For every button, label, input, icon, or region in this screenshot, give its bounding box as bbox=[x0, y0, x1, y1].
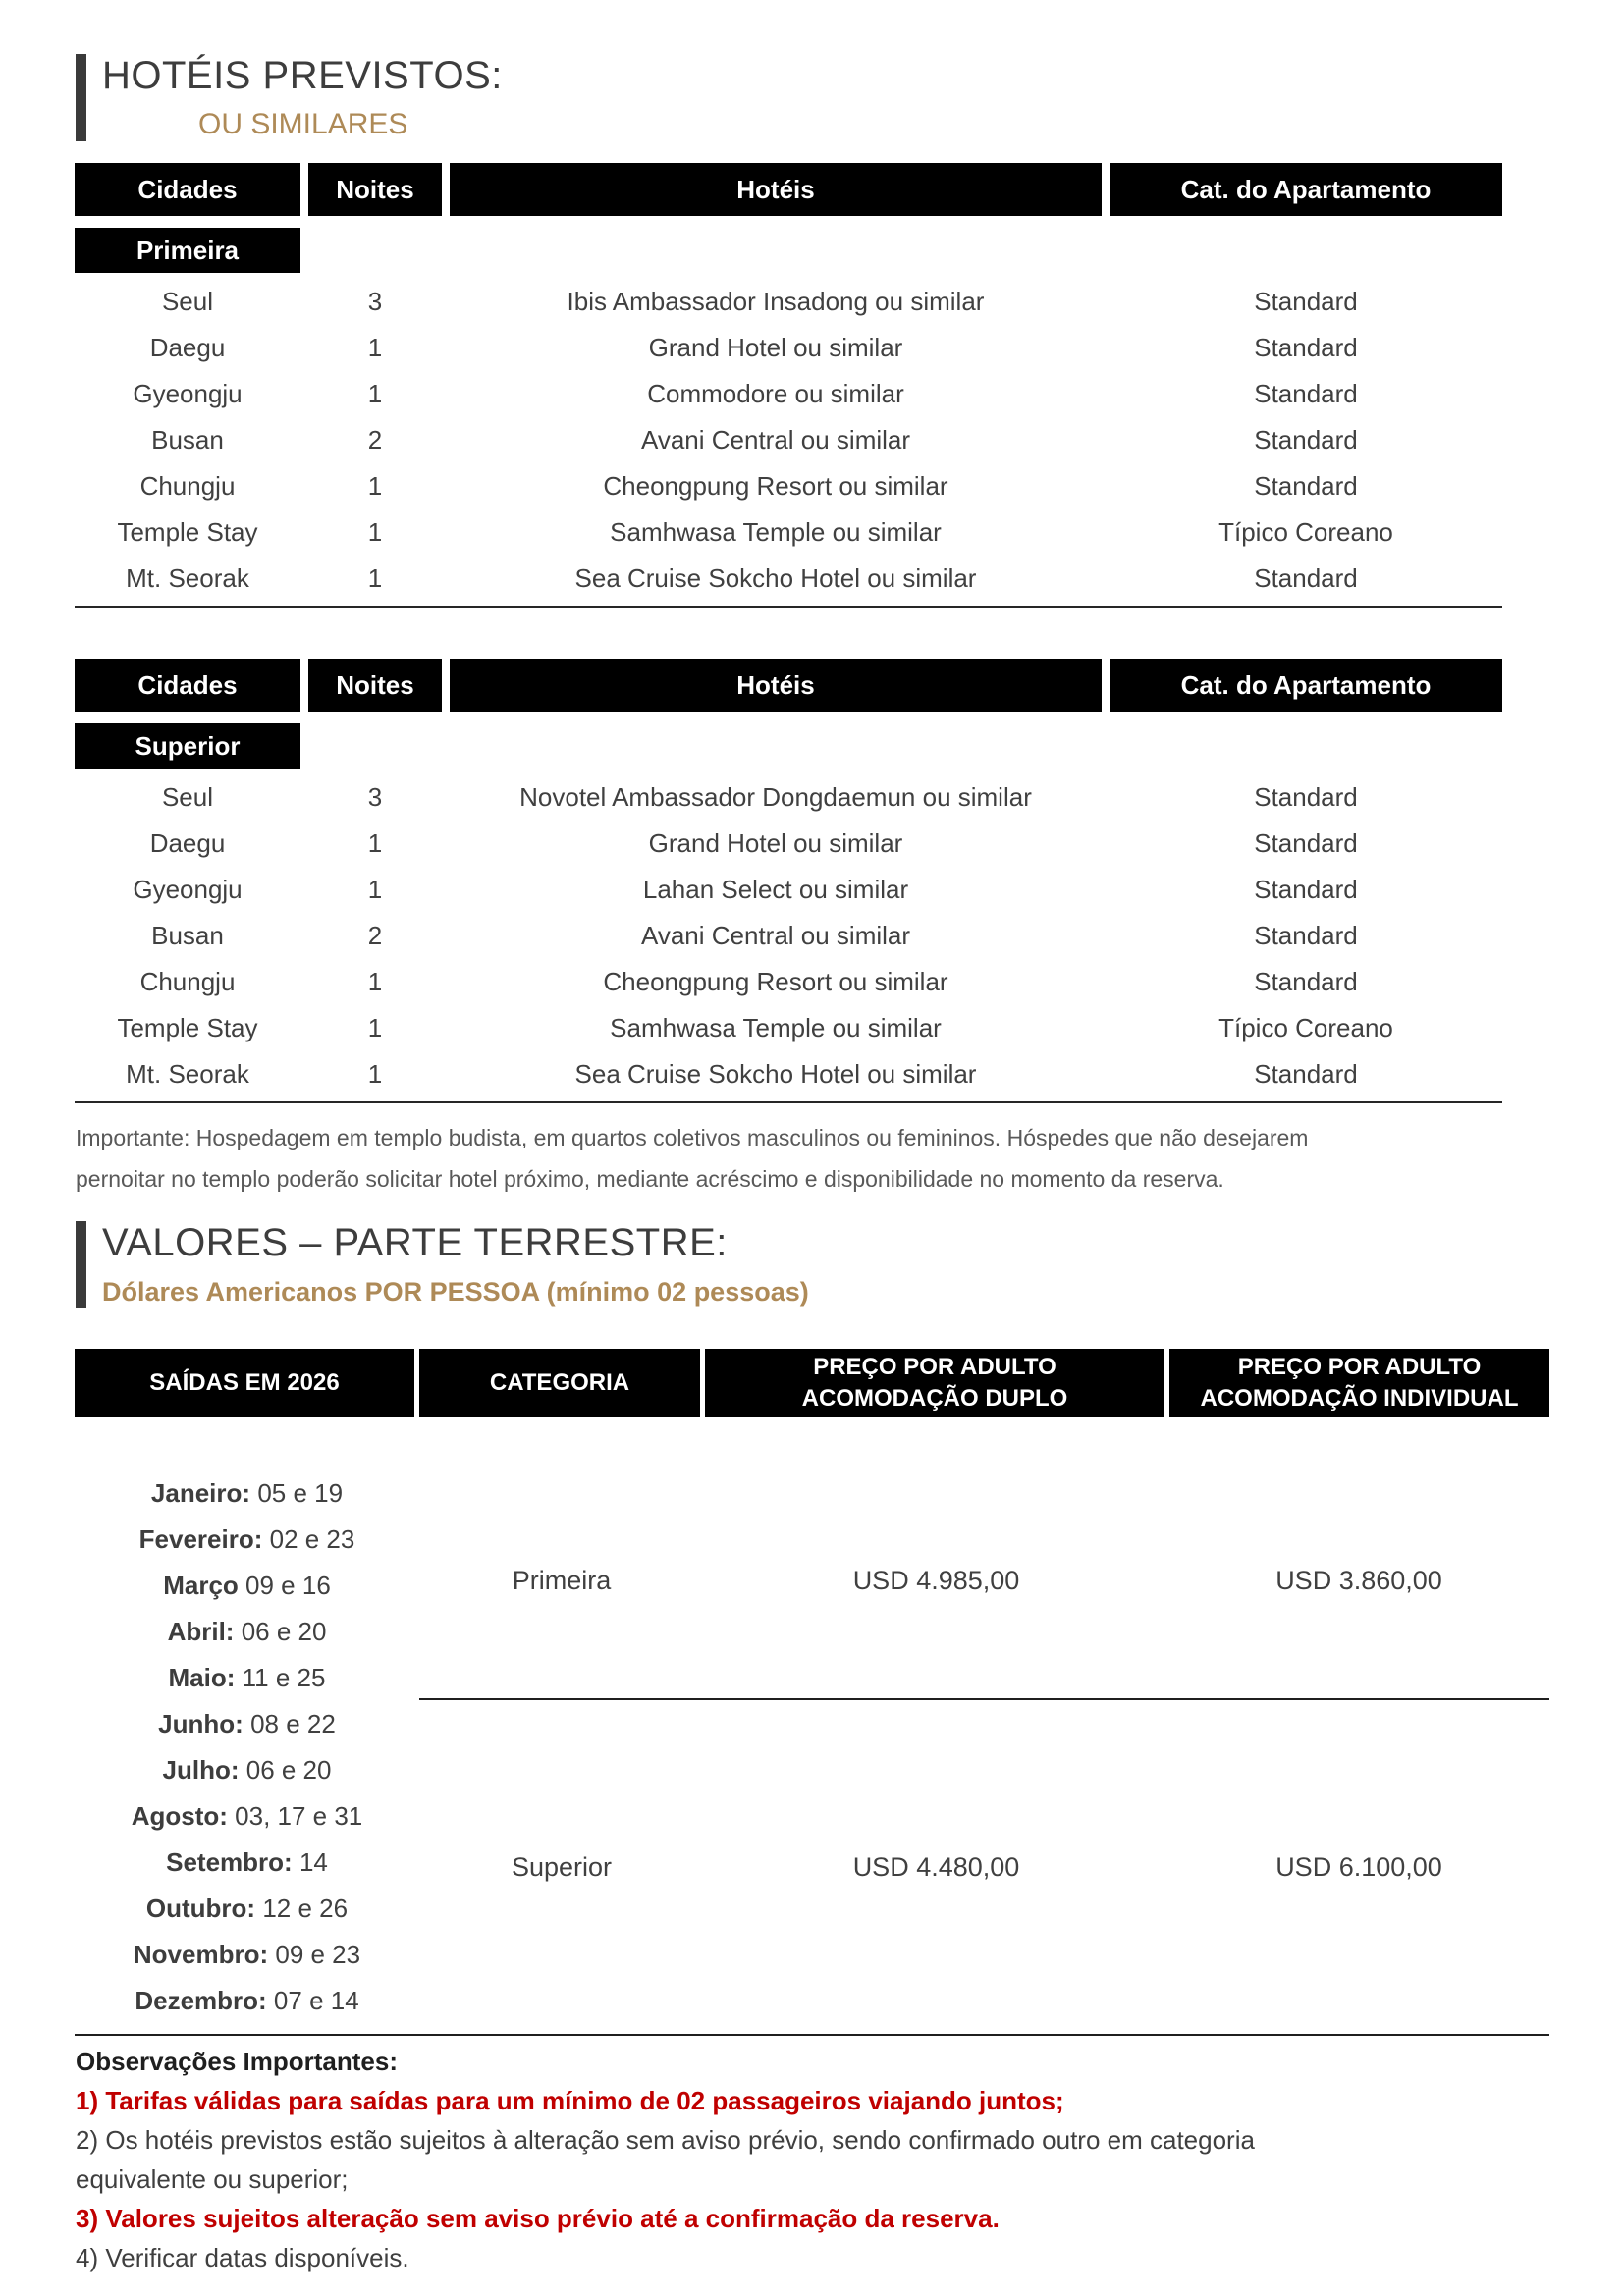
temple-stay-note bbox=[76, 1117, 1624, 1200]
heading-accent-bar bbox=[76, 54, 86, 141]
month-dates: 07 e 14 bbox=[273, 1986, 359, 2015]
col-header-preco-individual bbox=[1169, 1349, 1549, 1417]
cell-nights: 1 bbox=[367, 563, 383, 593]
cell-room-category: Standard bbox=[1254, 921, 1358, 950]
cell-nights: 1 bbox=[367, 828, 383, 858]
cell-city: Seul bbox=[161, 287, 214, 316]
departure-line bbox=[75, 1793, 419, 1840]
category-chip-superior: Superior bbox=[75, 723, 300, 769]
cell-hotel: Grand Hotel ou similar bbox=[648, 828, 903, 858]
price-superior-double: USD 4.480,00 bbox=[704, 1698, 1168, 2034]
heading-accent-bar bbox=[76, 1221, 86, 1308]
cell-city: Daegu bbox=[149, 828, 226, 858]
cell-city: Mt. Seorak bbox=[126, 563, 249, 593]
col-header-hoteis: Hotéis bbox=[450, 163, 1102, 216]
table-row bbox=[75, 1005, 1502, 1051]
table-row bbox=[75, 371, 1502, 417]
month-dates: 08 e 22 bbox=[250, 1709, 336, 1738]
cell-hotel: Avani Central ou similar bbox=[640, 425, 911, 454]
preco-duplo-line2: ACOMODAÇÃO DUPLO bbox=[801, 1385, 1068, 1412]
hotel-table-header bbox=[75, 163, 1502, 216]
table-row bbox=[75, 325, 1502, 371]
month-label: Junho: bbox=[158, 1709, 244, 1738]
cell-room-category: Típico Coreano bbox=[1218, 1013, 1393, 1042]
table-row bbox=[75, 913, 1502, 959]
price-table-header bbox=[75, 1349, 1549, 1417]
col-header-cidades: Cidades bbox=[75, 163, 300, 216]
month-dates: 06 e 20 bbox=[245, 1755, 332, 1785]
col-header-noites: Noites bbox=[308, 659, 442, 712]
cell-city: Gyeongju bbox=[133, 875, 243, 904]
cell-nights: 1 bbox=[367, 1059, 383, 1089]
departure-line bbox=[75, 1470, 419, 1517]
observation-item-3: 3) Valores sujeitos alteração sem aviso prévio até a confirmação da reserva. bbox=[76, 2204, 1000, 2233]
price-table-body bbox=[75, 1463, 1549, 2036]
cell-room-category: Standard bbox=[1254, 425, 1358, 454]
cell-hotel: Samhwasa Temple ou similar bbox=[610, 517, 942, 547]
observation-item-4: 4) Verificar datas disponíveis. bbox=[76, 2243, 409, 2272]
cell-hotel: Lahan Select ou similar bbox=[642, 875, 909, 904]
month-dates: 03, 17 e 31 bbox=[235, 1801, 363, 1831]
cell-room-category: Standard bbox=[1254, 333, 1358, 362]
departure-line bbox=[75, 1517, 419, 1563]
cell-nights: 1 bbox=[367, 517, 383, 547]
cell-city: Temple Stay bbox=[117, 1013, 258, 1042]
hotel-table-primeira bbox=[75, 163, 1502, 608]
month-dates: 09 e 23 bbox=[275, 1940, 361, 1969]
month-dates: 14 bbox=[298, 1847, 328, 1877]
table-bottom-border bbox=[75, 1101, 1502, 1103]
departure-line bbox=[75, 1655, 419, 1701]
col-header-noites: Noites bbox=[308, 163, 442, 216]
month-dates: 06 e 20 bbox=[241, 1617, 327, 1646]
table-row bbox=[75, 509, 1502, 556]
price-primeira-double: USD 4.985,00 bbox=[852, 1565, 1020, 1595]
departure-line bbox=[75, 1747, 419, 1793]
cell-room-category: Standard bbox=[1254, 1059, 1358, 1089]
cell-hotel: Cheongpung Resort ou similar bbox=[603, 967, 948, 996]
col-header-categoria-apartamento: Cat. do Apartamento bbox=[1110, 163, 1502, 216]
month-label: Abril: bbox=[167, 1617, 235, 1646]
category-chip-primeira: Primeira bbox=[75, 228, 300, 273]
cell-city: Busan bbox=[151, 921, 224, 950]
cell-room-category: Standard bbox=[1254, 967, 1358, 996]
cell-room-category: Standard bbox=[1254, 875, 1358, 904]
hotels-section-heading bbox=[76, 54, 1624, 141]
observation-item-1: 1) Tarifas válidas para saídas para um mínimo de 02 passageiros viajando juntos; bbox=[76, 2086, 1064, 2115]
saidas-header-label: SAÍDAS EM 2026 bbox=[149, 1369, 340, 1396]
cell-hotel: Ibis Ambassador Insadong ou similar bbox=[567, 287, 985, 316]
month-label: Dezembro: bbox=[135, 1986, 267, 2015]
table-row bbox=[75, 867, 1502, 913]
observations-title: Observações Importantes: bbox=[76, 2047, 399, 2076]
cell-room-category: Standard bbox=[1254, 782, 1358, 812]
col-header-saidas bbox=[75, 1349, 414, 1417]
table-row bbox=[75, 774, 1502, 821]
cell-room-category: Standard bbox=[1254, 471, 1358, 501]
cell-room-category: Típico Coreano bbox=[1218, 517, 1393, 547]
month-dates: 09 e 16 bbox=[245, 1571, 331, 1600]
cell-nights: 1 bbox=[367, 333, 383, 362]
cell-hotel: Samhwasa Temple ou similar bbox=[610, 1013, 942, 1042]
table-row bbox=[75, 556, 1502, 602]
cell-city: Gyeongju bbox=[133, 379, 243, 408]
month-label: Outubro: bbox=[145, 1894, 256, 1923]
cell-hotel: Sea Cruise Sokcho Hotel ou similar bbox=[574, 563, 977, 593]
cell-nights: 1 bbox=[367, 379, 383, 408]
cell-nights: 1 bbox=[367, 875, 383, 904]
values-subtitle: Dólares Americanos POR PESSOA (mínimo 02 pessoas) bbox=[102, 1277, 809, 1307]
departure-line bbox=[75, 1609, 419, 1655]
cell-nights: 3 bbox=[367, 782, 383, 812]
table-row bbox=[75, 463, 1502, 509]
month-label: Março bbox=[163, 1571, 239, 1600]
cell-nights: 1 bbox=[367, 1013, 383, 1042]
cell-nights: 1 bbox=[367, 471, 383, 501]
hotel-table-header bbox=[75, 659, 1502, 712]
table-row bbox=[75, 1051, 1502, 1097]
month-label: Novembro: bbox=[133, 1940, 269, 1969]
departure-line bbox=[75, 1932, 419, 1978]
price-primeira-single: USD 3.860,00 bbox=[1275, 1565, 1442, 1595]
preco-duplo-line1: PREÇO POR ADULTO bbox=[813, 1354, 1056, 1380]
cell-nights: 2 bbox=[367, 921, 383, 950]
cell-city: Temple Stay bbox=[117, 517, 258, 547]
table-row bbox=[75, 959, 1502, 1005]
cell-room-category: Standard bbox=[1254, 563, 1358, 593]
price-table bbox=[75, 1349, 1549, 2036]
month-dates: 11 e 25 bbox=[242, 1663, 326, 1692]
observation-item-2: 2) Os hotéis previstos estão sujeitos à alteração sem aviso prévio, sendo confirmado outro em categoria equivalente ou superior; bbox=[76, 2125, 1255, 2194]
month-dates: 02 e 23 bbox=[269, 1524, 355, 1554]
cell-hotel: Novotel Ambassador Dongdaemun ou similar bbox=[519, 782, 1032, 812]
cell-nights: 2 bbox=[367, 425, 383, 454]
table-row bbox=[75, 417, 1502, 463]
departure-line bbox=[75, 1840, 419, 1886]
cell-city: Busan bbox=[151, 425, 224, 454]
cell-city: Mt. Seorak bbox=[126, 1059, 249, 1089]
cell-city: Chungju bbox=[139, 967, 236, 996]
hotels-subtitle: OU SIMILARES bbox=[198, 108, 408, 140]
preco-individual-line1: PREÇO POR ADULTO bbox=[1237, 1354, 1482, 1380]
col-header-categoria bbox=[419, 1349, 700, 1417]
categoria-header-label: CATEGORIA bbox=[489, 1369, 630, 1396]
hotels-title: HOTÉIS PREVISTOS: bbox=[102, 54, 503, 97]
cell-room-category: Standard bbox=[1254, 828, 1358, 858]
cell-nights: 3 bbox=[367, 287, 383, 316]
hotel-table-superior bbox=[75, 659, 1502, 1103]
col-header-cidades: Cidades bbox=[75, 659, 300, 712]
cell-city: Daegu bbox=[149, 333, 226, 362]
cell-hotel: Cheongpung Resort ou similar bbox=[603, 471, 948, 501]
cell-city: Chungju bbox=[139, 471, 236, 501]
col-header-preco-duplo bbox=[705, 1349, 1164, 1417]
cell-hotel: Avani Central ou similar bbox=[640, 921, 911, 950]
departure-line bbox=[75, 1886, 419, 1932]
category-primeira: Primeira bbox=[512, 1565, 612, 1595]
departure-line bbox=[75, 1701, 419, 1747]
month-label: Maio: bbox=[168, 1663, 236, 1692]
observations-block bbox=[76, 2042, 1624, 2277]
month-label: Janeiro: bbox=[150, 1478, 251, 1508]
month-label: Setembro: bbox=[166, 1847, 293, 1877]
month-label: Fevereiro: bbox=[138, 1524, 263, 1554]
cell-hotel: Sea Cruise Sokcho Hotel ou similar bbox=[574, 1059, 977, 1089]
month-label: Agosto: bbox=[131, 1801, 228, 1831]
cell-hotel: Commodore ou similar bbox=[647, 379, 904, 408]
cell-city: Seul bbox=[161, 782, 214, 812]
preco-individual-line2: ACOMODAÇÃO INDIVIDUAL bbox=[1200, 1385, 1519, 1412]
month-label: Julho: bbox=[162, 1755, 240, 1785]
temple-note-line2: pernoitar no templo poderão solicitar hotel próximo, mediante acréscimo e disponibilidade no momento da reserva. bbox=[76, 1166, 1224, 1192]
cell-room-category: Standard bbox=[1254, 379, 1358, 408]
month-dates: 05 e 19 bbox=[257, 1478, 344, 1508]
cell-nights: 1 bbox=[367, 967, 383, 996]
category-superior: Superior bbox=[419, 1698, 704, 2034]
temple-note-line1: Importante: Hospedagem em templo budista, em quartos coletivos masculinos ou femininos. Hóspedes que não desejarem bbox=[76, 1125, 1309, 1150]
cell-room-category: Standard bbox=[1254, 287, 1358, 316]
departure-dates-list bbox=[75, 1463, 419, 2034]
table-row bbox=[75, 279, 1502, 325]
col-header-categoria-apartamento: Cat. do Apartamento bbox=[1110, 659, 1502, 712]
values-title: VALORES – PARTE TERRESTRE: bbox=[102, 1221, 728, 1264]
values-section-heading bbox=[76, 1221, 1624, 1308]
departure-line bbox=[75, 1563, 419, 1609]
cell-hotel: Grand Hotel ou similar bbox=[648, 333, 903, 362]
price-superior-single: USD 6.100,00 bbox=[1168, 1698, 1549, 2034]
table-bottom-border bbox=[75, 606, 1502, 608]
departure-line bbox=[75, 1978, 419, 2024]
table-row bbox=[75, 821, 1502, 867]
col-header-hoteis: Hotéis bbox=[450, 659, 1102, 712]
month-dates: 12 e 26 bbox=[262, 1894, 349, 1923]
